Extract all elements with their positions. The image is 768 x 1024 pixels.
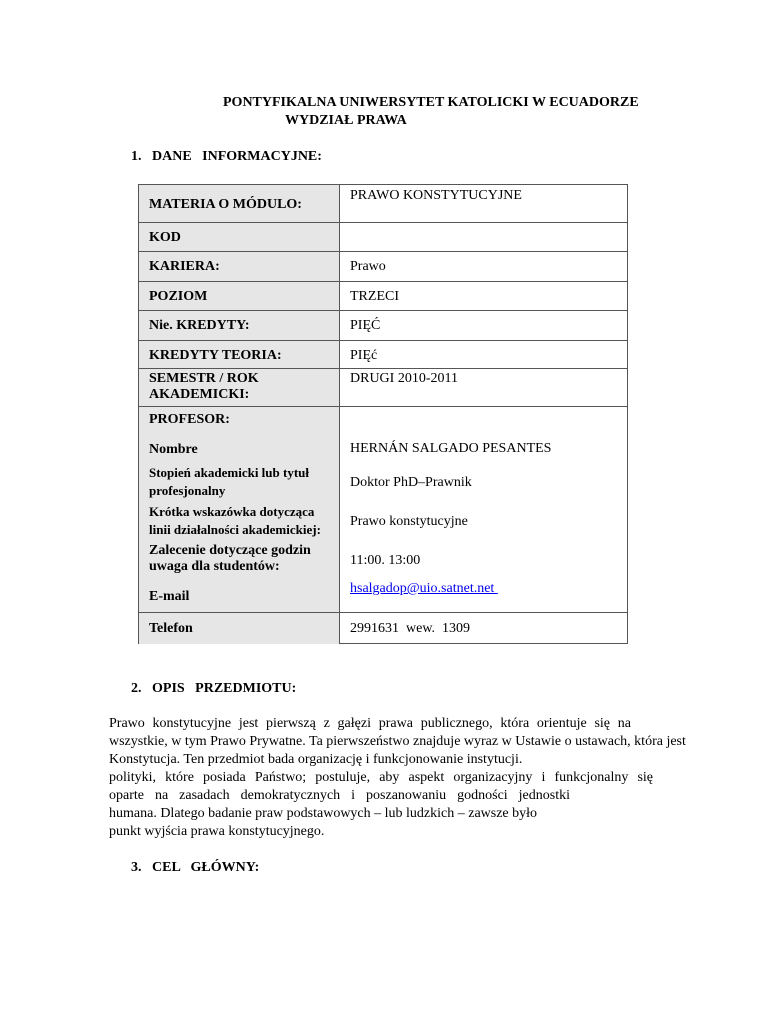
row-label: SEMESTR / ROK AKADEMICKI: [149, 371, 259, 402]
row-label: E-mail [149, 589, 190, 604]
section-title: OPIS PRZEDMIOTU: [152, 681, 297, 696]
row-label: MATERIA O MÓDULO: [149, 197, 302, 212]
section-number: 1. [131, 149, 142, 164]
row-value: 2991631 wew. 1309 [350, 621, 471, 636]
row-value: DRUGI 2010-2011 [350, 371, 458, 386]
row-label: PROFESOR: [149, 412, 230, 427]
table-row [139, 252, 627, 282]
table-row [139, 369, 627, 407]
table-row [139, 501, 627, 540]
row-value: PIĘĆ [350, 318, 381, 333]
table-row [139, 540, 627, 578]
row-value: HERNÁN SALGADO PESANTES [350, 441, 552, 456]
table-row [139, 463, 627, 501]
description-line: Prawo konstytucyjne jest pierwszą z gałęzi prawa publicznego, która orientuje się na [109, 716, 631, 731]
row-label: POZIOM [149, 289, 208, 304]
row-label: Zalecenie dotyczące godzin uwaga dla studentów: [149, 543, 311, 574]
course-description [109, 715, 699, 841]
description-line: punkt wyjścia prawa konstytucyjnego. [109, 824, 325, 839]
section-1-heading [131, 149, 322, 165]
row-label: Stopień akademicki lub tytuł profesjonalny [149, 465, 310, 498]
row-value: PRAWO KONSTYTUCYJNE [350, 188, 522, 203]
description-line: polityki, które posiada Państwo; postuluje, aby aspekt organizacyjny i funkcjonalny się [109, 770, 653, 785]
row-label: Krótka wskazówka dotycząca linii działalności akademickiej: [149, 504, 321, 537]
row-label: Nie. KREDYTY: [149, 318, 250, 333]
table-row [139, 282, 627, 311]
row-value: Doktor PhD–Prawnik [350, 475, 472, 490]
row-label: Telefon [149, 621, 193, 636]
university-title: PONTYFIKALNA UNIWERSYTET KATOLICKI W ECUADORZE [223, 95, 639, 110]
row-value: PIĘć [350, 348, 378, 363]
description-line: wszystkie, w tym Prawo Prywatne. Ta pierwszeństwo znajduje wyraz w Ustawie o ustawach, która jest [109, 734, 686, 749]
table-row [139, 407, 627, 436]
row-label: KREDYTY TEORIA: [149, 348, 282, 363]
email-link[interactable]: hsalgadop@uio.satnet.net [350, 581, 498, 596]
table-row [139, 185, 627, 223]
table-row [139, 436, 627, 463]
table-row [139, 223, 627, 252]
section-number: 3. [131, 860, 142, 875]
row-value: Prawo [350, 259, 386, 274]
section-2-heading [131, 681, 296, 697]
table-row [139, 311, 627, 341]
description-line: Konstytucja. Ten przedmiot bada organizację i funkcjonowanie instytucji. [109, 752, 523, 767]
row-label: Nombre [149, 442, 198, 457]
row-label: KARIERA: [149, 259, 220, 274]
section-title: CEL GŁÓWNY: [152, 860, 260, 875]
row-value: TRZECI [350, 289, 399, 304]
section-3-heading [131, 860, 259, 876]
section-number: 2. [131, 681, 142, 696]
info-table [138, 184, 628, 644]
row-value: Prawo konstytucyjne [350, 514, 468, 529]
section-title: DANE INFORMACYJNE: [152, 149, 322, 164]
row-label: KOD [149, 230, 181, 245]
table-row [139, 612, 627, 644]
table-row [139, 578, 627, 612]
row-value: 11:00. 13:00 [350, 553, 421, 568]
faculty-title: WYDZIAŁ PRAWA [285, 113, 407, 128]
description-line: oparte na zasadach demokratycznych i poszanowaniu godności jednostki [109, 788, 570, 803]
table-row [139, 341, 627, 369]
description-line: humana. Dlatego badanie praw podstawowych – lub ludzkich – zawsze było [109, 806, 538, 821]
